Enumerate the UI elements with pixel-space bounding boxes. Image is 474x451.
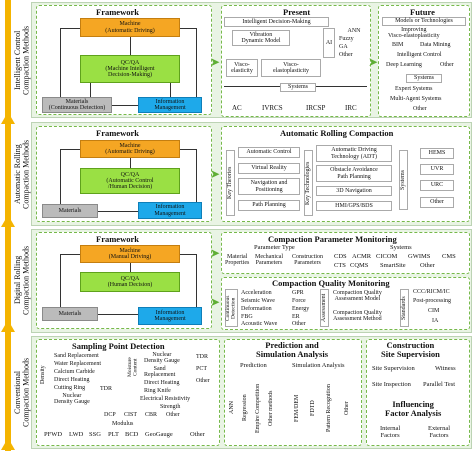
ai-item: GA bbox=[339, 44, 348, 50]
cpm-system-item: CDS bbox=[334, 253, 347, 260]
section-label-automatic: Automatic Rolling Compaction Methods bbox=[13, 139, 31, 209]
cpm-system-item: CICOM bbox=[376, 253, 398, 260]
ktech-item: HMI/GPS/BDS bbox=[316, 201, 392, 211]
as-item: Compaction Quality Assessment Model bbox=[333, 290, 382, 302]
section-label-conventional: Conventional Compaction Methods bbox=[13, 357, 31, 427]
density-item: Cutting Ring bbox=[54, 385, 86, 391]
std-item: CCC/RICM/IC bbox=[413, 289, 450, 295]
kt-item: Virtual Reality bbox=[238, 163, 300, 174]
density-item: Water Replacement bbox=[54, 361, 101, 367]
automatic-rolling-title: Automatic Rolling Compaction bbox=[280, 128, 394, 138]
system-item: IRC bbox=[345, 104, 357, 112]
spd-right-item: PCT bbox=[196, 366, 208, 372]
density-item: Calcium Carbide bbox=[54, 369, 95, 375]
connector bbox=[98, 314, 138, 315]
connector bbox=[60, 149, 80, 150]
strength-item: CBR bbox=[145, 412, 158, 418]
connector bbox=[98, 211, 138, 212]
system-item: AC bbox=[232, 104, 242, 112]
auto-system-item: Other bbox=[420, 197, 454, 208]
strength-item: DCP bbox=[104, 412, 116, 418]
modulus-item: GeoGauge bbox=[145, 431, 173, 438]
connector bbox=[60, 28, 80, 29]
section-label-digital: Digital Rolling Compaction Methods bbox=[13, 245, 31, 315]
psa-title: Prediction and Simulation Analysis bbox=[256, 340, 329, 359]
future-models-box: Models or Technologies bbox=[382, 17, 466, 26]
key-technologies-label: Key Technologies bbox=[304, 150, 313, 216]
pt-item: Material Properties bbox=[225, 254, 250, 266]
ktech-item: 3D Navigation bbox=[316, 186, 392, 196]
framework-title: Framework bbox=[96, 234, 139, 244]
cd-item: Acoustic Wave bbox=[241, 321, 278, 327]
ai-box: AI bbox=[323, 28, 335, 58]
continuous-detection-label: Continuous Detection bbox=[225, 289, 238, 327]
connector bbox=[130, 37, 131, 55]
section-label-intelligent: Intelligent Control Compaction Methods bbox=[13, 25, 31, 95]
css-item: Site Inspection bbox=[372, 381, 411, 388]
modulus-item: Other bbox=[190, 431, 205, 438]
cpm-system-item: CTS bbox=[334, 262, 346, 269]
info-management-box: Information Management bbox=[138, 202, 202, 219]
key-theories-label: Key Theories bbox=[226, 150, 235, 216]
cd-item: Acceleration bbox=[241, 290, 272, 296]
std-item: CIM bbox=[428, 308, 440, 314]
cd-item: Seismic Wave bbox=[241, 298, 275, 304]
cpm-system-item: CQMS bbox=[350, 262, 369, 269]
std-item: IA bbox=[432, 318, 439, 324]
cpm-system-item: Other bbox=[420, 262, 435, 269]
density-label: Density bbox=[40, 365, 46, 385]
ai-item: ANN bbox=[347, 28, 361, 34]
future-item: Deep Learning bbox=[386, 62, 422, 68]
simulation-item: Pattern Recognition bbox=[326, 384, 332, 432]
future-item: Intelligent Control bbox=[397, 52, 442, 58]
simulation-item: FDTD bbox=[310, 400, 316, 416]
visco-box: Visco- elasticity bbox=[226, 59, 258, 77]
moisture-item: Electrical Resistivity bbox=[140, 396, 191, 402]
connector bbox=[60, 254, 80, 255]
connector bbox=[130, 158, 131, 168]
future-item: BIM bbox=[392, 42, 404, 48]
intelligent-decision-box: Intelligent Decision-Making bbox=[224, 17, 329, 27]
cpm-system-item: GWIMS bbox=[408, 253, 431, 260]
connector bbox=[180, 149, 196, 150]
cd-item: Energy bbox=[292, 306, 310, 312]
ktech-item: Obstacle Avoidance Path Planning bbox=[316, 165, 392, 182]
ifa-item: External Factors bbox=[428, 425, 451, 439]
cqm-title: Compaction Quality Monitoring bbox=[272, 278, 390, 288]
framework-title: Framework bbox=[96, 7, 139, 17]
machine-box: Machine (Manual Driving) bbox=[80, 245, 180, 263]
moisture-item: Ring Knife bbox=[144, 388, 171, 394]
simulation-label: Simulation Analysis bbox=[292, 362, 345, 369]
materials-box: Materials bbox=[42, 307, 98, 321]
parameter-type-label: Parameter Type bbox=[254, 244, 295, 251]
density-item: Sand Replacement bbox=[54, 353, 99, 359]
future-item: Improving Visco-elastoplasticity bbox=[388, 27, 440, 39]
present-title: Present bbox=[283, 7, 311, 17]
cpm-title: Compaction Parameter Monitoring bbox=[268, 234, 397, 244]
std-item: Post-processing bbox=[413, 298, 451, 304]
pt-item: Mechanical Parameters bbox=[255, 254, 283, 266]
viscoplast-box: Visco- elastoplasticity bbox=[261, 59, 321, 77]
machine-box: Machine (Automatic Driving) bbox=[80, 18, 180, 37]
cd-item: Deformation bbox=[241, 306, 272, 312]
moisture-item: Direct Heating bbox=[144, 380, 180, 386]
arrow-head-up-icon bbox=[1, 112, 15, 124]
connector bbox=[90, 83, 91, 97]
simulation-item: Other bbox=[344, 401, 350, 415]
modulus-item: BCD bbox=[125, 431, 139, 438]
connector bbox=[60, 149, 61, 204]
spd-right-item: TDR bbox=[100, 386, 112, 392]
future-item: Multi-Agent Systems bbox=[390, 96, 442, 102]
cd-item: Other bbox=[292, 321, 306, 327]
cpm-system-item: CMS bbox=[442, 253, 456, 260]
connector bbox=[170, 83, 171, 97]
chevron-right-icon: ➤ bbox=[210, 55, 221, 69]
framework-title: Framework bbox=[96, 128, 139, 138]
prediction-item: Other methods bbox=[268, 390, 274, 426]
ifa-item: Internal Factors bbox=[380, 425, 401, 439]
future-item: Expert Systems bbox=[395, 86, 433, 92]
kt-item: Path Planning bbox=[238, 200, 300, 211]
css-item: Witness bbox=[435, 365, 456, 372]
auto-system-item: HEMS bbox=[420, 148, 454, 159]
ai-items bbox=[339, 28, 369, 60]
modulus-item: SSG bbox=[89, 431, 101, 438]
connector bbox=[60, 28, 61, 97]
materials-box: Materials (Continuous Detection) bbox=[42, 97, 112, 113]
cpm-system-item: SmartSite bbox=[380, 262, 406, 269]
auto-system-item: URC bbox=[420, 180, 454, 191]
system-item: IVRCS bbox=[262, 104, 283, 112]
strength-item: Other bbox=[166, 412, 180, 418]
cpm-system-item: ACMR bbox=[352, 253, 372, 260]
moisture-item: Nuclear Density Gauge bbox=[144, 352, 180, 364]
qcqa-box: QC/QA (Automatic Control /Human Decision) bbox=[80, 168, 180, 194]
qcqa-box: QC/QA (Machine Intelligent Decision-Making) bbox=[80, 55, 180, 83]
connector bbox=[196, 149, 197, 202]
connector bbox=[180, 28, 196, 29]
strength-item: CIST bbox=[124, 412, 138, 418]
modulus-label: Modulus bbox=[112, 421, 134, 427]
density-item: Direct Heating bbox=[54, 377, 90, 383]
connector bbox=[196, 28, 197, 97]
cd-item: Force bbox=[292, 298, 306, 304]
spd-right-item: TDR bbox=[196, 354, 208, 360]
cd-item: FBG bbox=[241, 314, 253, 320]
info-management-box: Information Management bbox=[138, 307, 202, 325]
systems-box: Systems bbox=[280, 83, 316, 92]
qcqa-box: QC/QA (Human Decision) bbox=[80, 272, 180, 292]
moisture-item: Sand Replacement bbox=[144, 366, 176, 378]
pt-item: Construction Parameters bbox=[292, 254, 323, 266]
ai-item: Other bbox=[339, 52, 353, 58]
connector bbox=[196, 254, 197, 307]
auto-system-item: UVR bbox=[420, 164, 454, 175]
ai-item: Fuzzy bbox=[339, 36, 354, 42]
modulus-item: PFWD bbox=[44, 431, 63, 438]
arrow-head-up-icon bbox=[1, 320, 15, 332]
assessment-label: Assessment bbox=[320, 289, 329, 327]
connector bbox=[112, 105, 138, 106]
css-title: Construction Site Supervision bbox=[381, 340, 440, 359]
prediction-label: Prediction bbox=[240, 362, 267, 369]
cd-item: ER bbox=[292, 314, 300, 320]
prediction-item: Regression bbox=[242, 394, 248, 422]
materials-box: Materials bbox=[42, 204, 98, 218]
prediction-item: Empire Competition bbox=[255, 383, 261, 433]
moisture-label: Moisture Content bbox=[127, 357, 139, 377]
connector bbox=[130, 263, 131, 272]
simulation-item: FEM/DEM bbox=[294, 394, 300, 422]
vibration-model-box: Vibration Dynamic Model bbox=[232, 30, 290, 46]
spd-right-item: Other bbox=[196, 378, 210, 384]
prediction-item: ANN bbox=[229, 401, 235, 415]
future-systems-box: Systems bbox=[406, 74, 442, 83]
chevron-right-icon: ➤ bbox=[210, 167, 221, 181]
future-item: Other bbox=[413, 106, 427, 112]
arrow-head-up-icon bbox=[1, 215, 15, 227]
chevron-right-icon: ➤ bbox=[368, 55, 379, 69]
as-item: Compaction Quality Assessment Method bbox=[333, 310, 382, 322]
modulus-item: PLT bbox=[108, 431, 119, 438]
future-item: Data Mining bbox=[420, 42, 451, 48]
cd-item: GPR bbox=[292, 290, 304, 296]
chevron-right-icon: ➤ bbox=[210, 295, 221, 309]
ktech-item: Automatic Driving Technology (ADT) bbox=[316, 145, 392, 162]
arrow-head-up-icon bbox=[1, 438, 15, 450]
cpm-systems-label: Systems bbox=[390, 244, 412, 251]
system-item: IRCSP bbox=[306, 104, 326, 112]
strength-label: Strength bbox=[160, 404, 181, 410]
css-item: Site Supervision bbox=[372, 365, 415, 372]
modulus-item: LWD bbox=[69, 431, 84, 438]
density-item: Nuclear Density Gauge bbox=[54, 393, 90, 405]
future-title: Future bbox=[410, 7, 435, 17]
machine-box: Machine (Automatic Driving) bbox=[80, 140, 180, 158]
connector bbox=[60, 254, 61, 307]
info-management-box: Information Management bbox=[138, 97, 202, 113]
spd-title: Sampling Point Detection bbox=[72, 341, 165, 351]
auto-systems-label: Systems bbox=[399, 150, 408, 210]
kt-item: Navigation and Positioning bbox=[238, 178, 300, 195]
ifa-title: Influencing Factor Analysis bbox=[385, 399, 442, 418]
kt-item: Automatic Control bbox=[238, 147, 300, 158]
standards-label: Standards bbox=[400, 289, 409, 327]
connector bbox=[180, 254, 196, 255]
future-item: Other bbox=[440, 62, 454, 68]
css-item: Parallel Test bbox=[423, 381, 456, 388]
chevron-right-icon: ➤ bbox=[210, 246, 221, 260]
